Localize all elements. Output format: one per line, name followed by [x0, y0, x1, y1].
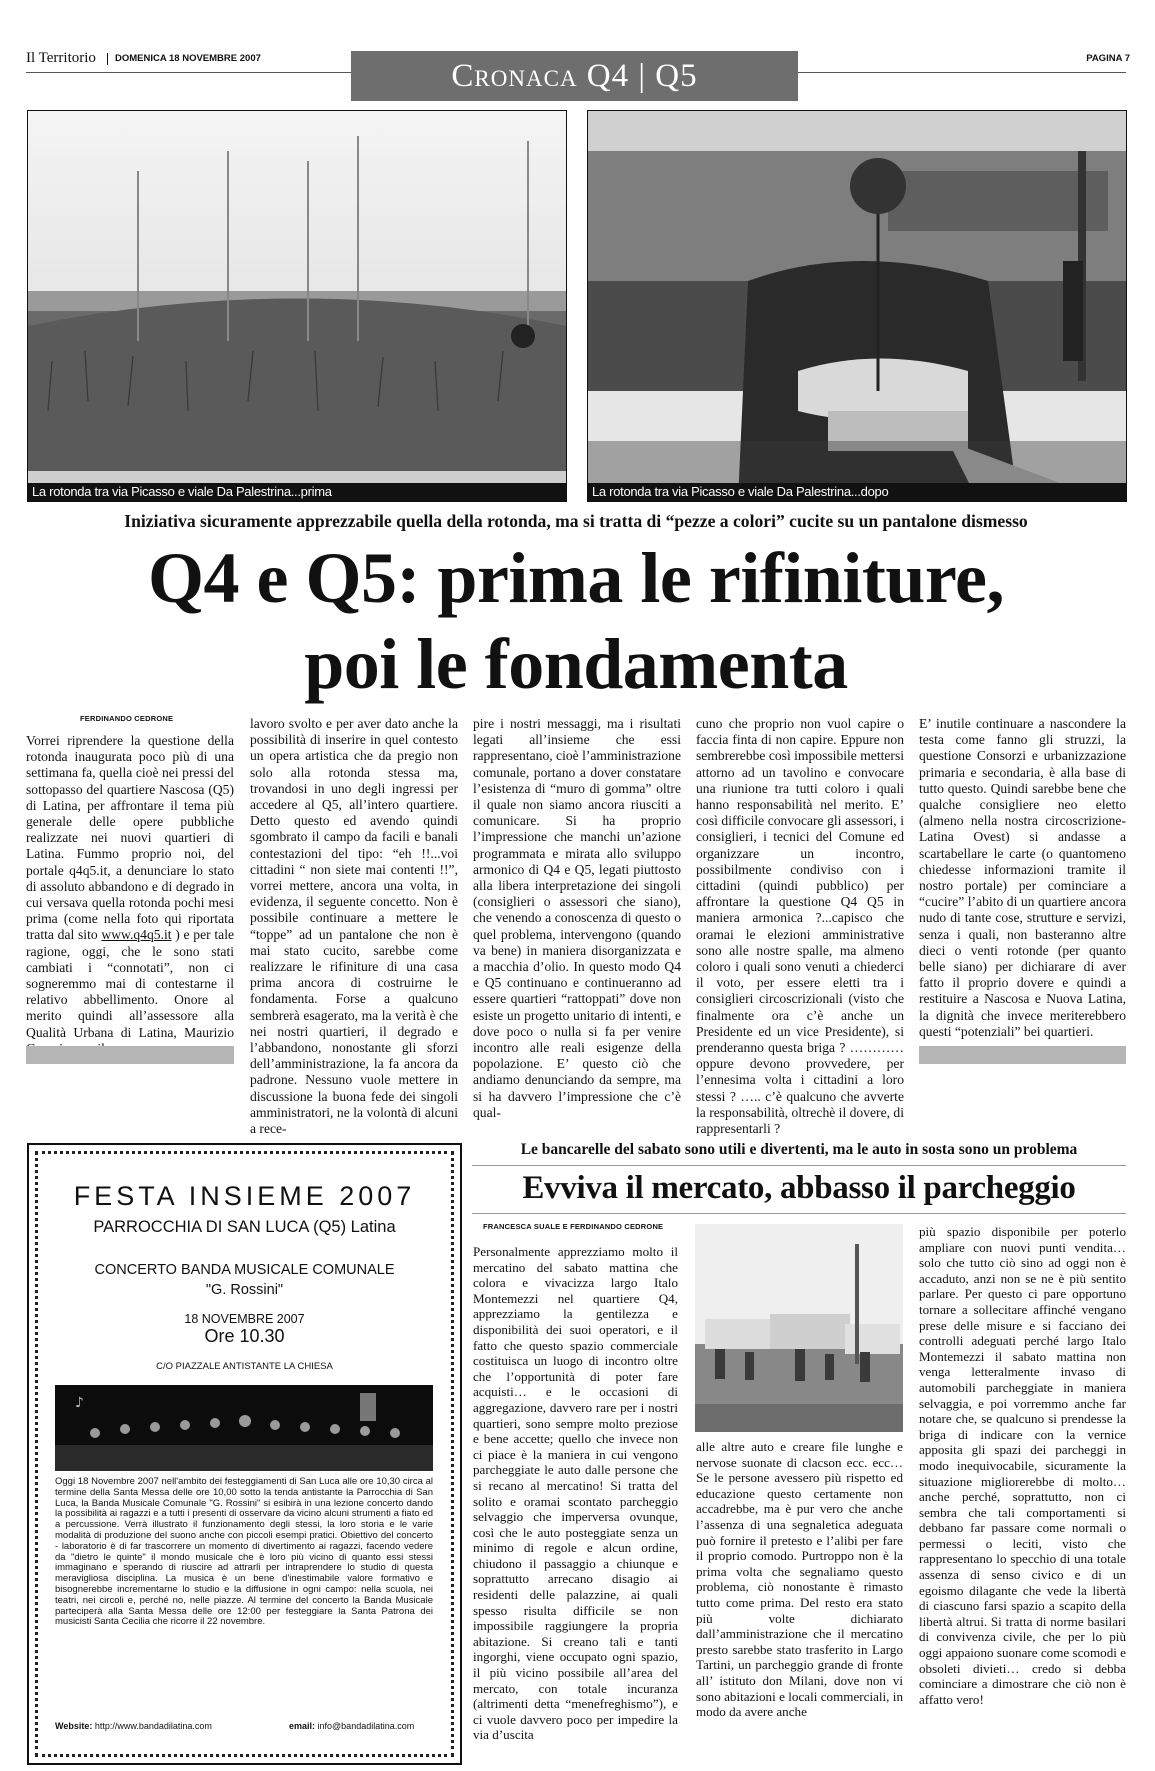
ad-place: C/O PIAZZALE ANTISTANTE LA CHIESA — [156, 1361, 333, 1372]
ad-band: "G. Rossini" — [205, 1282, 284, 1298]
photo-caption-left: La rotonda tra via Picasso e viale Da Palestrina...prima — [28, 483, 566, 501]
traffic-sign-icon — [511, 324, 535, 348]
ad-website[interactable]: http://www.bandadilatina.com — [94, 1721, 212, 1731]
article1-column-5: E’ inutile continuare a nascondere la testa come fanno gli struzzi, la questione Consorzi e urbanizzazione primaria e secondaria, è alla base di tutto questo. Quindi sarebbe bene che qualche consigliere neo eletto (almeno nella nostra circoscrizione- Latina Ovest) si andasse a scartabellare le carte (o quantomeno chiedesse informazioni tramite il nostro portale) per cominciare a “cucire” l’abito di un quartiere ancora nudo di tante cose, strutture e servizi, senza i quali, non basteranno altre dieci o venti rotonde (per quanto belle siano) per dichiarare di aver fatto il proprio dovere e quindi a restituire a Nascosa e Nuova Latina, la dignità che invece meriterebbero questi “potenziali” bei quartieri. — [919, 716, 1126, 1039]
masthead: Il Territorio — [26, 50, 96, 66]
article1-col1-end: ) e per tale ragione, oggi, che le sono stati cambiati i “connotati”, non ci sogneremmo mai di contestarne il relativo abbellimento. Onore al merito quindi all’assessore alla Qualità Urbana di Latina, Maurizio — [26, 927, 235, 1040]
traffic-sign-icon — [850, 158, 906, 214]
q4q5-site-link[interactable]: www.q4q5.it — [101, 927, 172, 943]
ad-concert: CONCERTO BANDA MUSICALE COMUNALE — [94, 1262, 395, 1278]
ad-website-label: Website: — [55, 1721, 93, 1731]
article1-col1-text: Vorrei riprendere la questione della rotonda inaugurata poco più di una settimana fa, quella cioè nei pressi del sottopasso del quartiere Nascosa (Q5) di Latina, per affrontare il tema più generale delle opere pubbliche realizzate nei nuovi quartieri di Latina. Fummo proprio noi, del portale q4q5.it, a denunciare lo stato di assoluto abbandono e di degrado in cui versava quella rotonda pochi mesi prima (come nella foto qui riportata tratta dal sito — [26, 733, 234, 943]
article1-title-line1: Q4 e Q5: prima le rifiniture, — [147, 538, 1004, 618]
article1-column-2: lavoro svolto e per aver dato anche la possibilità di inserire in quel contesto un opera artistica che da pregio non solo alla rotonda stessa ma, trovandosi in uno degli ingressi per accedere al Q5, all’intero quartiere. Detto questo ed avendo quindi sgombrato il campo da facili e banali contestazioni del tipo: “eh !!...voi cittadini “ non siete mai contenti !!”, vorrei mettere, ancora una volta, in evidenza, il seguente concetto. Non è possibile continuare a mettere le “toppe” ad un pantalone che non è mai stato cucito, sarebbe come realizzare le rifiniture di una casa prima ancora di costruirne le fondamenta. Forse a qualcuno sembrerà esagerato, ma la verità è che nei nostri quartieri, il degrado e l’abbandono, nonostante gli sforzi dell’amministrazione, la fa ancora da padrone. Nessuno vuole mettere in discussione la buona fede dei singoli amministratori, ne la volontà di alcuni a rece- — [250, 716, 458, 1137]
ad-time: Ore 10.30 — [204, 1326, 285, 1346]
article1-column-1 — [26, 733, 234, 1057]
article2-kicker-rule — [472, 1165, 1126, 1166]
section-title: Cronaca Q4 | Q5 — [451, 58, 698, 94]
ad-subtitle: PARROCCHIA DI SAN LUCA (Q5) Latina — [93, 1218, 396, 1236]
photo-after — [587, 110, 1127, 502]
band-image — [55, 1385, 433, 1471]
article2-kicker: Le bancarelle del sabato sono utili e divertenti, ma le auto in sosta sono un problema — [520, 1141, 1078, 1158]
photo-before — [27, 110, 567, 502]
article2-title-rule — [472, 1213, 1126, 1214]
ad-email[interactable]: info@bandadilatina.com — [317, 1721, 415, 1731]
article2-byline: FRANCESCA SUALE E FERDINANDO CEDRONE — [483, 1222, 664, 1231]
article1-col5-bar — [919, 1046, 1126, 1064]
photo-caption-right: La rotonda tra via Picasso e viale Da Palestrina...dopo — [588, 483, 1126, 501]
ad-body: Oggi 18 Novembre 2007 nell'ambito dei festeggiamenti di San Luca alle ore 10,30 circa al termine della Santa Messa delle ore 10,00 sotto la tenda antistante la Parrocchia di San Luca, la Banda Musicale Comunale "G. Rossini" si esibirà in una lezione concerto dando la possibilità ai ragazzi e a tutti i presenti di osservare da vicino alcuni strumenti a fiato ed a percussione. Verrà illustrato il funzionamento degli stessi, la loro storia e le varie modalità di produzione del suono anche con piccoli esempi pratici. Obiettivo del concerto - laboratorio è di far trascorrere un momento di divertimento ai ragazzi, facendo vedere da "dietro le quinte" il mondo musicale che è loro più vicino di quanto essi stessi immaginano e sperando di riuscire ad attrarli per intraprendere lo studio di questa meravigliosa disciplina. La musica è un bene d'inestimabile valore formativo e bisognerebbe incrementarne lo studio e la diffusione in ogni campo: nella scuola, nei teatri, nei circoli e, perché no, nelle piazze. Al termine del concerto la Banda Musicale parteciperà alla Santa Messa delle ore 12:00 per festeggiare la Santa Patrona dei musicisti Santa Cecilia che ricorre il 22 novembre. — [55, 1476, 433, 1628]
article2-column-2: alle altre auto e creare file lunghe e nervose suonate di clacson ecc. ecc… Se le persone avessero più rispetto ed educazione questo certamente non accadrebbe, ma è pur vero che anche l’assenza di una segnaletica adeguata può fornire il pretesto e l’alibi per fare il proprio comodo. Purtroppo non è la prima volta che segnaliamo questo problema, ciò nonostante è rimasto tutto come prima. Del resto era stato più volte dichiarato dall’amministrazione che il mercatino presto sarebbe stato trasferito in Largo Tartini, un parcheggio grande di fronte all’ istituto don Milani, dove non vi sono abitazioni e locali commerciali, in modo da avere anche — [696, 1439, 903, 1720]
issue-date: DOMENICA 18 NOVEMBRE 2007 — [115, 53, 261, 64]
ad-email-wrap — [289, 1721, 414, 1731]
article1-column-3: pire i nostri messaggi, ma i risultati legati all’insieme che essi rappresentano, cioè l’amministrazione comunale, portano a dover constatare l’esistenza di “muro di gomma” oltre il quale non siamo ancora riusciti a comunicare. Si ha proprio l’impressione che manchi un’azione programmata e mirata allo sviluppo armonico di Q4 e Q5, legati piuttosto alla libera interpretazione dei singoli (consiglieri o assessori che siano), che venendo a conoscenza di questo o quel problema, intervengono (quando va bene) in maniera disorganizzata e a macchia d’olio. In questo modo Q4 e Q5 continuano e continueranno ad essere quartieri “rattoppati” dove non esiste un progetto unitario di intenti, e dove poco o nulla si fa per venire incontro alle reali esigenze della popolazione. E’ questo ciò che andiamo denunciando da sempre, ma si ha davvero l’impressione che c’è qual- — [473, 716, 681, 1120]
ad-date: 18 NOVEMBRE 2007 — [184, 1312, 305, 1326]
article1-column-4: cuno che proprio non vuol capire o faccia finta di non capire. Eppure non sembrerebbe così impossibile mettersi attorno ad un tavolino e convocare una riunione tra tutti coloro i quali hanno responsabilità nel merito. E’ così difficile convocare gli assessori, i consiglieri, i tecnici del Comune ed organizzare un incontro, possibilmente condiviso con i cittadini (quindi pubblico) per affrontare la questione Q4 Q5 in maniera armonica ?...capisco che oramai le elezioni amministrative sono alle nostre spalle, ma almeno coloro i quali sono venuti a chiederci il voto, per essere eletti tra i consiglieri circoscrizionali (visto che finalmente ora c’è anche un Presidente ed un vice Presidente), si prenderanno questa briga ? …………oppure devono provvedere, per l’ennesima volta i cittadini a loro stessi ? ….. c’è qualcuno che avverte la responsabilità, oltrechè il dovere, di rappresentarli ? — [696, 716, 905, 1137]
band-photo — [55, 1385, 433, 1471]
article2-title: Evviva il mercato, abbasso il parcheggio — [522, 1170, 1076, 1206]
article1-byline: FERDINANDO CEDRONE — [80, 714, 174, 723]
article2-column-3: più spazio disponibile per poterlo ampliare con nuovi punti vendita… solo che tutto ciò sino ad oggi non è accaduto, anzi non se ne è più sentito parlare. Per questo ci pare opportuno tornare a sollecitare affinché vengano prese delle misure e si facciano dei controlli adeguati perché largo Italo Montemezzi il sabato mattina non venga letteralmente invaso di automobili parcheggiate in maniera selvaggia, e poi vorremmo anche far notare che, se qualcuno si prendesse la briga di indicare con la vernice apposita gli spazi dei parcheggi in modo inequivocabile, sicuramente la situazione migliorerebbe di molto… anche perché, soprattutto, non ci sembra che tali comportamenti si debbano far passare come normali o permessi o leciti, visto che rappresentano lo specchio di una totale assenza di senso civico e di un egoismo dilagante che vede la libertà di ciascuno farsi spazio a scapito della libertà altrui. Si tratta di norme basilari di convivenza civile, che per lo più oggi appaiono suonare come scomodi e obsoleti divieti… credo si debba cominciare a dimostrare che ciò non è affatto vero! — [919, 1224, 1126, 1707]
ad-email-label: email: — [289, 1721, 316, 1731]
ad-title: FESTA INSIEME 2007 — [73, 1181, 416, 1211]
banner-flag — [360, 1393, 376, 1421]
concert-ad — [27, 1143, 462, 1765]
article2-column-1: Personalmente apprezziamo molto il mercatino del sabato mattina che colora e vivacizza largo Italo Montemezzi nel quartiere Q4, apprezziamo la gentilezza e disponibilità dei suoi operatori, e il fatto che questo spazio commerciale costituisca un luogo di incontro oltre che l’opportunità di poter fare acquisti… e le occasioni di aggregazione, davvero rare per i nostri quartieri, sono sempre molto preziose e bene accette; quello che invece non ci piace è la maniera in cui vengono parcheggiate le auto dalle persone che si recano al mercatino! Si tratta del solito e oramai scontato parcheggio selvaggio che imperversa ovunque, così che le auto posteggiate senza un minimo di regole e alcun ordine, chiudono il passaggio a chiunque e soprattutto arrecano disagio ai residenti delle palazzine, ai quali spesso risulta difficile se non impossibile raggiungere la propria abitazione. Si creano tali e tanti ingorghi, viene occupato ogni spazio, il più vicino possibile all’area del mercato, con totale incuranza (altrimenti detta “menefreghismo”), e ci vuole davvero poco per impedire la via d’uscita — [473, 1244, 678, 1743]
market-image — [695, 1224, 903, 1432]
masthead-separator — [107, 53, 108, 65]
rotonda-after-image — [588, 111, 1126, 501]
article1-kicker: Iniziativa sicuramente apprezzabile quella della rotonda, ma si tratta di “pezze a colori” cucite su un pantalone dismesso — [124, 511, 1028, 531]
market-photo — [695, 1224, 903, 1432]
music-note-icon: ♪ — [75, 1395, 84, 1411]
article1-title-line2: poi le fondamenta — [304, 624, 848, 704]
ad-footer — [55, 1721, 433, 1731]
section-banner — [351, 51, 798, 101]
rotonda-before-image — [28, 111, 566, 501]
page-number: PAGINA 7 — [1086, 53, 1130, 64]
article1-col1-bar — [26, 1046, 234, 1064]
